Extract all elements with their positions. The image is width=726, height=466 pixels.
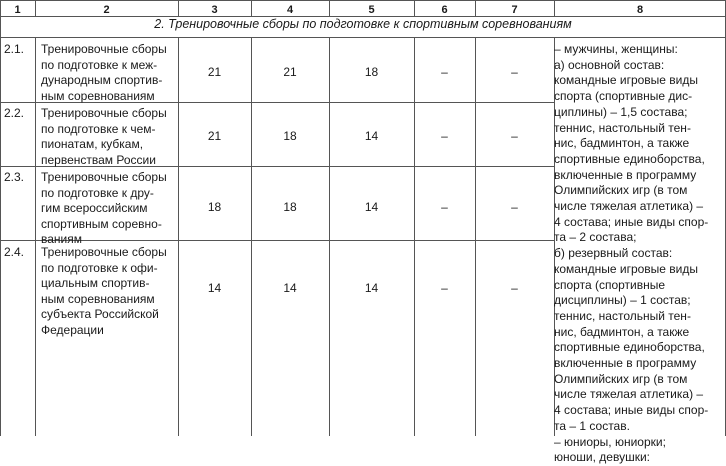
row-value-col4: 14 <box>283 281 297 295</box>
row-value-col3: 18 <box>207 200 222 214</box>
row-value-col4: 18 <box>283 129 297 143</box>
row-code: 2.3. <box>4 170 25 184</box>
column-header-4: 4 <box>286 4 294 16</box>
column-header-5: 5 <box>368 4 375 16</box>
row-value-col5: 18 <box>364 65 379 79</box>
row-value-col5: 14 <box>364 129 379 143</box>
column-divider <box>475 37 476 436</box>
row-code: 2.4. <box>4 245 25 259</box>
row-value-col6: – <box>441 129 448 143</box>
column-header-7: 7 <box>511 4 518 16</box>
row-value-col5: 14 <box>364 281 379 295</box>
row-value-col6: – <box>441 65 448 79</box>
column-header-3: 3 <box>211 4 218 16</box>
column-divider <box>414 37 415 436</box>
row-value-col4: 18 <box>283 200 297 214</box>
row-name: Тренировочные сборы по подготовке к меж- дународным спортив- ным соревнованиям <box>41 42 167 103</box>
row-code: 2.1. <box>4 42 25 56</box>
column-header-6: 6 <box>441 4 448 16</box>
column-header-8: 8 <box>636 4 644 16</box>
row-value-col3: 21 <box>207 65 222 79</box>
section-divider <box>0 37 726 38</box>
column-divider <box>178 37 179 436</box>
table-border-top <box>0 0 726 1</box>
row-name: Тренировочные сборы по подготовке к дру- гим всероссийским спортивным соревно- ваниям <box>41 170 167 246</box>
row-value-col3: 21 <box>207 129 222 143</box>
row-value-col7: – <box>511 200 518 214</box>
row-value-col7: – <box>511 129 518 143</box>
column-divider <box>35 37 36 436</box>
row-name: Тренировочные сборы по подготовке к офи- циальным спортив- ным соревнованиям субъекта Российской Федерации <box>41 245 167 337</box>
row-value-col3: 14 <box>207 281 222 295</box>
column-divider <box>329 37 330 436</box>
composition-notes: – мужчины, женщины: а) основной состав: командные игровые виды спорта (спортивные дис- циплины) – 1,5 состава; теннис, настольный тен- нис, бадминтон, а также спортивные единоборства, включенные в программу Олимпийских игр (в том числе тяжелая атлетика) – 4 состава; иные виды спор- та – 2 состава; б) резервный состав: командные игровые виды спорта (спортивные дисциплины) – 1 состав; теннис, настольный тен- нис, бадминтон, а также спортивные единоборства, включенные в программу Олимпийских игр (в том числе тяжелая атлетика) – 4 состава; иные виды спор- та – 1 состав. – юниоры, юниорки; юноши, девушки: <box>554 42 709 465</box>
table-border-left <box>0 0 1 436</box>
row-value-col5: 14 <box>364 200 379 214</box>
row-value-col4: 21 <box>283 65 297 79</box>
row-value-col7: – <box>511 65 518 79</box>
row-code: 2.2. <box>4 106 25 120</box>
column-header-1: 1 <box>14 4 21 16</box>
row-name: Тренировочные сборы по подготовке к чем- пионатам, кубкам, первенствам России <box>41 106 167 167</box>
column-divider <box>251 37 252 436</box>
section-title: 2. Тренировочные сборы по подготовке к спортивным соревнованиям <box>154 17 572 31</box>
column-header-2: 2 <box>103 4 110 16</box>
row-value-col6: – <box>441 200 448 214</box>
row-value-col7: – <box>511 281 518 295</box>
row-value-col6: – <box>441 281 448 295</box>
